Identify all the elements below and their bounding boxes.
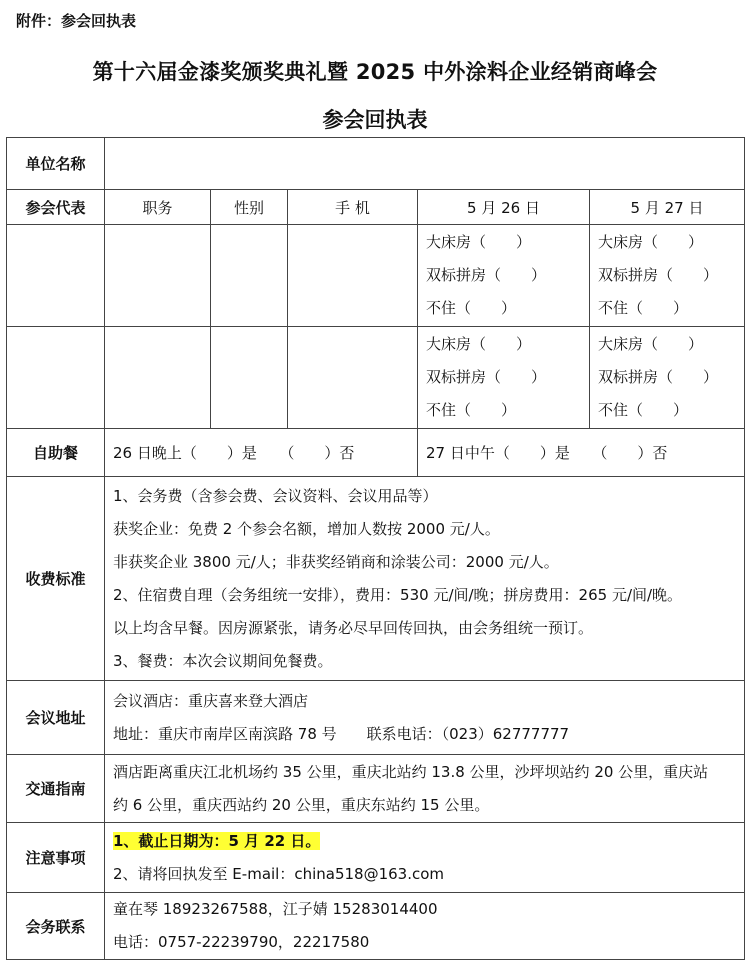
unit-name-label: 单位名称 — [7, 138, 105, 190]
rep-mobile-cell[interactable] — [288, 327, 418, 429]
room-option-twin-share[interactable]: 双标拼房（ ） — [598, 368, 719, 386]
room-choice-day1[interactable] — [418, 327, 590, 429]
transport-label: 交通指南 — [7, 755, 105, 823]
contact-people: 童在琴 18923267588，江子婧 15283014400 — [113, 900, 438, 918]
position-header: 职务 — [105, 190, 211, 225]
contact-label: 会务联系 — [7, 893, 105, 960]
fee-line: 1、会务费（含参会费、会议资料、会议用品等） — [113, 486, 438, 505]
notes-label: 注意事项 — [7, 823, 105, 893]
buffet-row — [7, 429, 745, 477]
buffet-day1-choice[interactable]: 26 日晚上（ ）是 （ ）否 — [105, 429, 418, 477]
fees-row — [7, 477, 745, 681]
registration-form-table — [6, 137, 745, 960]
room-option-twin-share[interactable]: 双标拼房（ ） — [598, 266, 719, 284]
fee-line: 2、住宿费自理（会务组统一安排），费用：530 元/间/晚；拼房费用：265 元/间/晚。 — [113, 585, 683, 604]
unit-name-field[interactable] — [105, 138, 745, 190]
rep-gender-cell[interactable] — [211, 225, 288, 327]
rep-name-cell[interactable] — [7, 327, 105, 429]
buffet-label: 自助餐 — [7, 429, 105, 477]
address-row — [7, 681, 745, 755]
rep-position-cell[interactable] — [105, 327, 211, 429]
room-option-none[interactable]: 不住（ ） — [426, 401, 517, 419]
fees-label: 收费标准 — [7, 477, 105, 681]
room-option-king[interactable]: 大床房（ ） — [598, 335, 704, 353]
rep-header-row — [7, 190, 745, 225]
contact-content — [105, 893, 745, 960]
mobile-header: 手 机 — [288, 190, 418, 225]
page-subtitle: 参会回执表 — [322, 108, 428, 132]
rep-row-1 — [7, 225, 745, 327]
day1-header: 5 月 26 日 — [418, 190, 590, 225]
rep-position-cell[interactable] — [105, 225, 211, 327]
hotel-address: 地址：重庆市南岸区南滨路 78 号 联系电话：（023）62777777 — [113, 724, 570, 743]
rep-mobile-cell[interactable] — [288, 225, 418, 327]
room-option-twin-share[interactable]: 双标拼房（ ） — [426, 266, 547, 284]
fees-content — [105, 477, 745, 681]
fee-line: 3、餐费：本次会议期间免餐费。 — [113, 651, 333, 670]
notes-content — [105, 823, 745, 893]
transport-line: 酒店距离重庆江北机场约 35 公里，重庆北站约 13.8 公里，沙坪坝站约 20 公里，重庆站 — [113, 762, 709, 781]
address-label: 会议地址 — [7, 681, 105, 755]
room-option-none[interactable]: 不住（ ） — [598, 299, 689, 317]
unit-name-row — [7, 138, 745, 190]
room-option-king[interactable]: 大床房（ ） — [426, 335, 532, 353]
contact-row — [7, 893, 745, 960]
room-choice-day2[interactable] — [590, 225, 745, 327]
room-choice-day2[interactable] — [590, 327, 745, 429]
room-option-king[interactable]: 大床房（ ） — [598, 233, 704, 251]
room-option-twin-share[interactable]: 双标拼房（ ） — [426, 368, 547, 386]
fee-line: 非获奖企业 3800 元/人；非获奖经销商和涂装公司：2000 元/人。 — [113, 552, 559, 571]
deadline-highlight: 1、截止日期为：5 月 22 日。 — [113, 831, 321, 850]
page-title: 第十六届金漆奖颁奖典礼暨 2025 中外涂料企业经销商峰会 — [92, 60, 658, 84]
gender-header: 性别 — [211, 190, 288, 225]
address-content — [105, 681, 745, 755]
transport-row — [7, 755, 745, 823]
notes-row — [7, 823, 745, 893]
contact-phone: 电话：0757-22239790，22217580 — [113, 933, 370, 951]
transport-line: 约 6 公里，重庆西站约 20 公里，重庆东站约 15 公里。 — [113, 795, 490, 814]
rep-label: 参会代表 — [7, 190, 105, 225]
room-option-none[interactable]: 不住（ ） — [426, 299, 517, 317]
transport-content — [105, 755, 745, 823]
attachment-label: 附件：参会回执表 — [16, 12, 137, 30]
rep-name-cell[interactable] — [7, 225, 105, 327]
room-option-none[interactable]: 不住（ ） — [598, 401, 689, 419]
email-instruction: 2、请将回执发至 E-mail：china518@163.com — [113, 864, 445, 883]
hotel-name: 会议酒店：重庆喜来登大酒店 — [113, 691, 309, 710]
fee-line: 获奖企业：免费 2 个参会名额，增加人数按 2000 元/人。 — [113, 519, 500, 538]
day2-header: 5 月 27 日 — [590, 190, 745, 225]
rep-row-2 — [7, 327, 745, 429]
room-option-king[interactable]: 大床房（ ） — [426, 233, 532, 251]
rep-gender-cell[interactable] — [211, 327, 288, 429]
fee-line: 以上均含早餐。因房源紧张，请务必尽早回传回执，由会务组统一预订。 — [113, 618, 594, 637]
buffet-day2-choice[interactable]: 27 日中午（ ）是 （ ）否 — [418, 429, 745, 477]
room-choice-day1[interactable] — [418, 225, 590, 327]
